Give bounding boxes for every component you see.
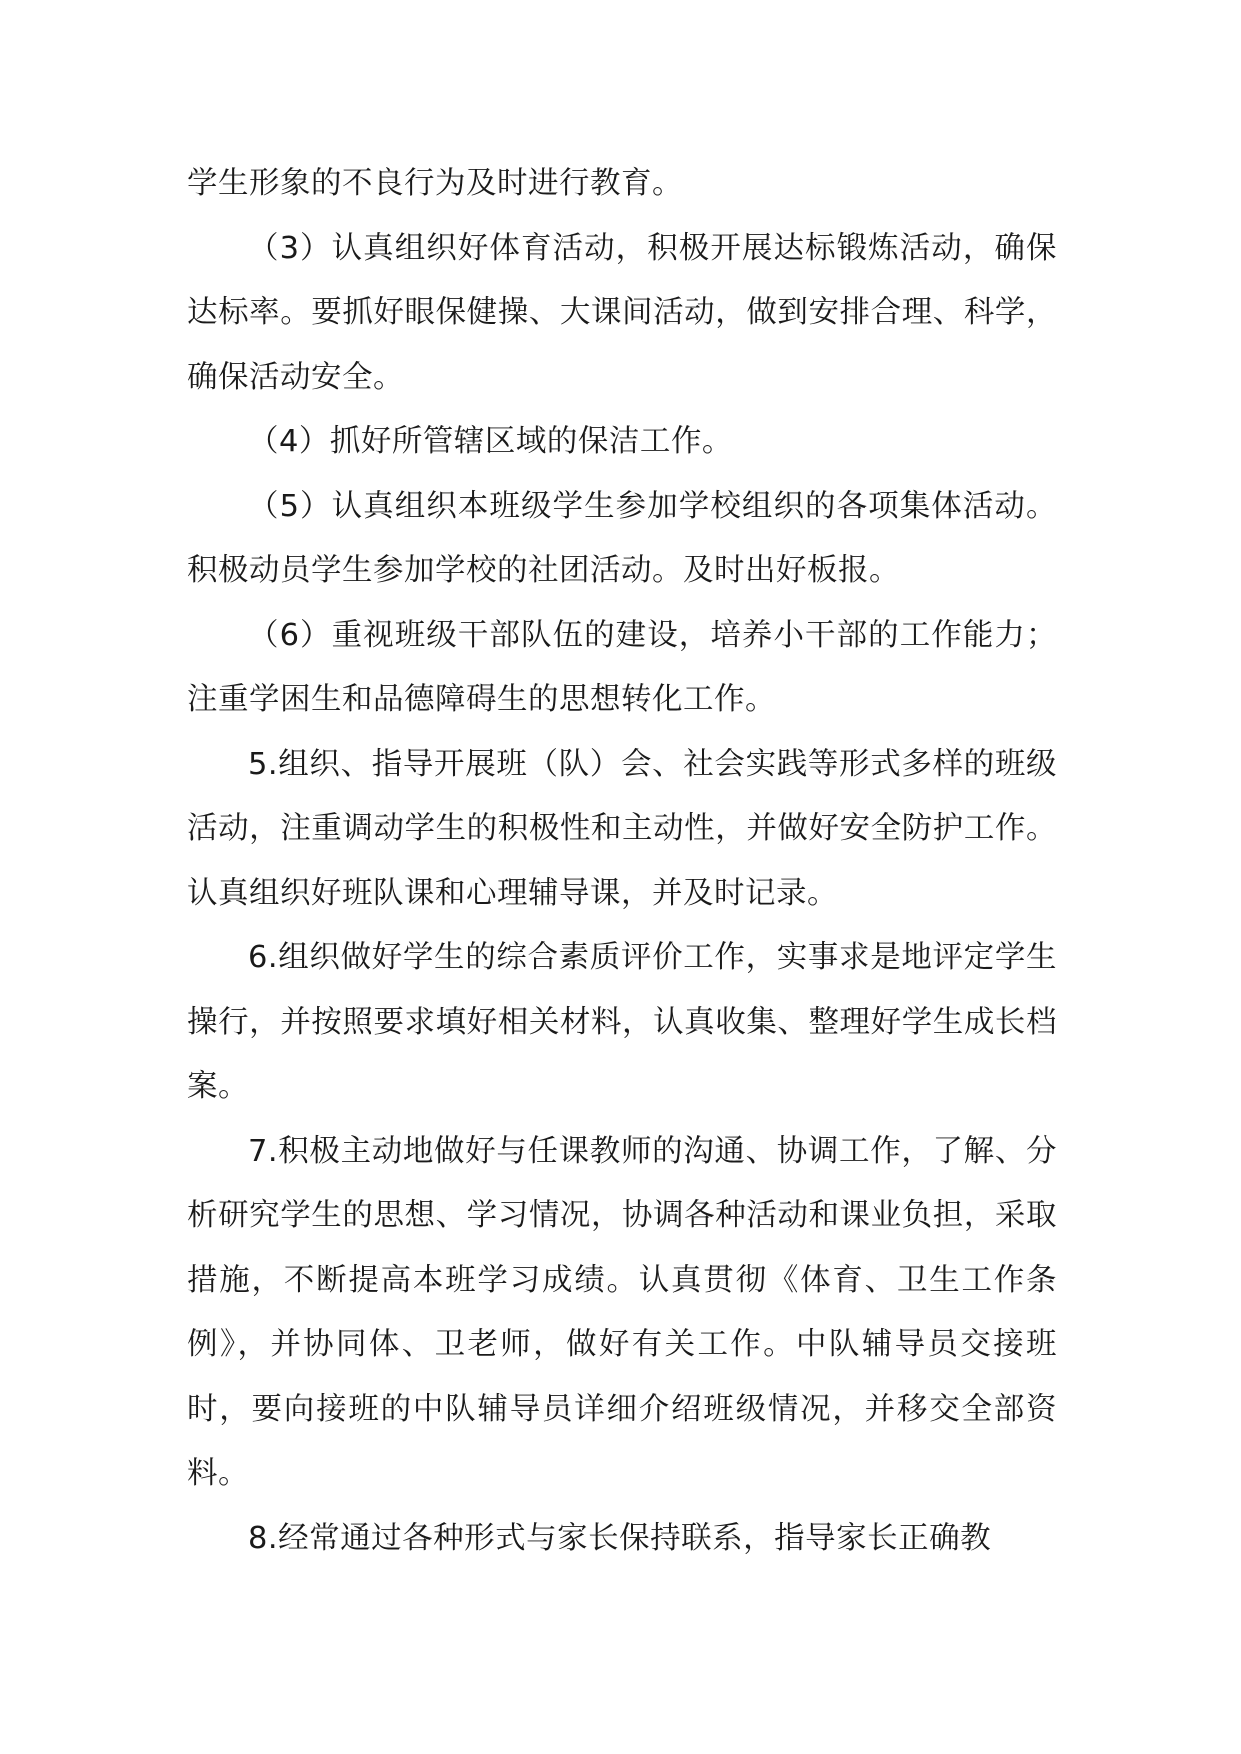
- paragraph-item-5: （5）认真组织本班级学生参加学校组织的各项集体活动。积极动员学生参加学校的社团活动。及时出好板报。: [187, 488, 1057, 588]
- paragraph-item-4: （4）抓好所管辖区域的保洁工作。: [248, 424, 733, 459]
- paragraph-section-6: 6.组织做好学生的综合素质评价工作，实事求是地评定学生操行，并按照要求填好相关材料，认真收集、整理好学生成长档案。: [187, 940, 1057, 1104]
- paragraph-section-7: 7.积极主动地做好与任课教师的沟通、协调工作，了解、分析研究学生的思想、学习情况，协调各种活动和课业负担，采取措施，不断提高本班学习成绩。认真贯彻《体育、卫生工作条例》，并协同体、卫老师，做好有关工作。中队辅导员交接班时，要向接班的中队辅导员详细介绍班级情况，并移交全部资料。: [187, 1133, 1057, 1491]
- paragraph-continuation: 学生形象的不良行为及时进行教育。: [187, 166, 683, 201]
- paragraph-item-3: （3）认真组织好体育活动，积极开展达标锻炼活动，确保达标率。要抓好眼保健操、大课间活动，做到安排合理、科学，确保活动安全。: [187, 230, 1057, 395]
- paragraph-item-6: （6）重视班级干部队伍的建设，培养小干部的工作能力；注重学困生和品德障碍生的思想转化工作。: [187, 617, 1057, 717]
- paragraph-section-8: 8.经常通过各种形式与家长保持联系，指导家长正确教: [248, 1520, 992, 1556]
- paragraph-section-5: 5.组织、指导开展班（队）会、社会实践等形式多样的班级活动，注重调动学生的积极性和主动性，并做好安全防护工作。认真组织好班队课和心理辅导课，并及时记录。: [187, 746, 1057, 911]
- document-body: [187, 152, 1057, 1571]
